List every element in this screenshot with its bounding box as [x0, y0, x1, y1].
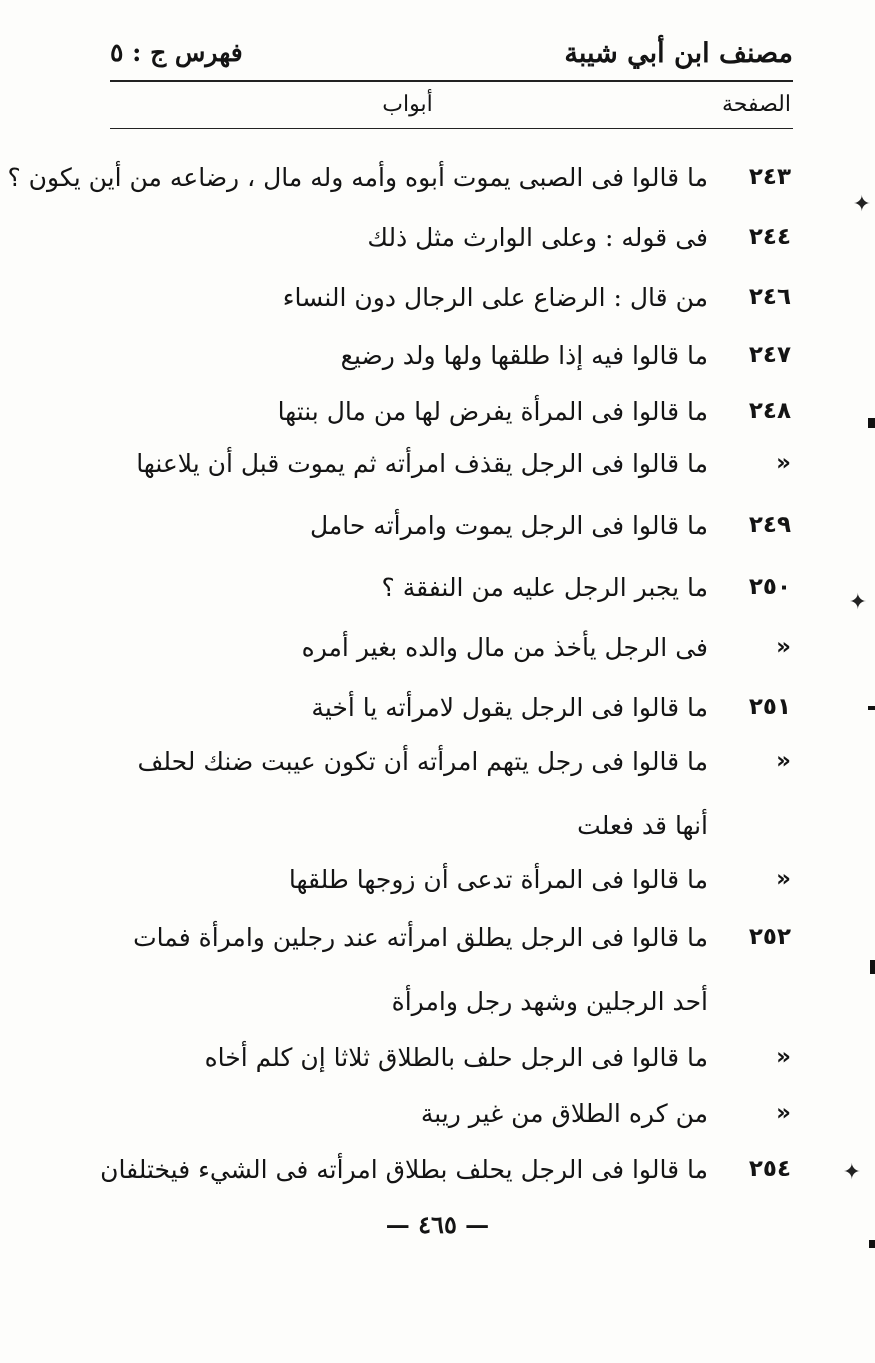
entry-page-number: ٢٤٨ [748, 398, 791, 424]
column-header-chapters: أبواب [382, 92, 433, 117]
entry-title: ما قالوا فى رجل يتهم امرأته أن تكون عيبت ضنك لحلف أنها قد فعلت [137, 747, 708, 840]
entry-page-number: ٢٤٩ [748, 512, 791, 538]
entry-title: من كره الطلاق من غير ريبة [420, 1099, 708, 1128]
margin-mark [870, 960, 875, 974]
entry-ditto-mark: « [776, 866, 791, 892]
entry-ditto-mark: « [776, 748, 791, 774]
entry-title: ما قالوا فيه إذا طلقها ولها ولد رضيع [340, 341, 708, 370]
entry-title: فى قوله : وعلى الوارث مثل ذلك [367, 223, 708, 252]
entry-page-number: ٢٥٠ [748, 574, 791, 600]
entry-title: ما قالوا فى الرجل يطلق امرأته عند رجلين وامرأة فمات أحد الرجلين وشهد رجل وامرأة [133, 923, 708, 1016]
entry-title: ما قالوا فى الرجل يقول لامرأته يا أخية [311, 693, 708, 722]
index-entry [110, 906, 793, 1036]
margin-mark [868, 418, 875, 428]
column-header-rule [110, 128, 793, 129]
crosshair-icon: ✦ [842, 1160, 861, 1185]
entry-ditto-mark: « [776, 1044, 791, 1070]
entry-ditto-mark: « [776, 634, 791, 660]
entry-page-number: ٢٤٣ [748, 164, 791, 190]
header-rule [110, 80, 793, 82]
index-entry [110, 730, 793, 860]
margin-mark [869, 1240, 875, 1248]
entry-page-number: ٢٤٧ [748, 342, 791, 368]
entry-page-number: ٢٤٤ [748, 224, 791, 250]
entry-title: فى الرجل يأخذ من مال والده بغير أمره [301, 633, 708, 662]
entry-title: ما قالوا فى الرجل يموت وامرأته حامل [309, 511, 708, 540]
entry-title: ما قالوا فى الرجل يحلف بطلاق امرأته فى الشيء فيختلفان [100, 1155, 708, 1184]
book-title: مصنف ابن أبي شيبة [564, 38, 793, 69]
entry-title: ما قالوا فى المرأة تدعى أن زوجها طلقها [288, 865, 708, 894]
entry-title: ما قالوا فى الصبى يموت أبوه وأمه وله مال ، رضاعه من أين يكون ؟ [7, 163, 708, 192]
crosshair-icon: ✦ [852, 192, 871, 217]
page-number-footer: — ٤٦٥ — [385, 1210, 490, 1239]
entry-ditto-mark: « [776, 450, 791, 476]
entry-ditto-mark: « [776, 1100, 791, 1126]
running-header [110, 36, 793, 80]
entry-title: ما يجبر الرجل عليه من النفقة ؟ [381, 573, 708, 602]
entry-page-number: ٢٥١ [748, 694, 791, 720]
entry-page-number: ٢٥٤ [748, 1156, 791, 1182]
entry-title: ما قالوا فى الرجل حلف بالطلاق ثلاثا إن كلم أخاه [204, 1043, 708, 1072]
margin-mark [868, 706, 875, 710]
entry-title: ما قالوا فى الرجل يقذف امرأته ثم يموت قبل أن يلاعنها [136, 449, 708, 478]
entry-page-number: ٢٥٢ [748, 924, 791, 950]
index-label: فهرس ج : ٥ [110, 38, 243, 67]
entry-title: من قال : الرضاع على الرجال دون النساء [282, 283, 708, 312]
crosshair-icon: ✦ [848, 590, 867, 615]
entry-title: ما قالوا فى المرأة يفرض لها من مال بنتها [277, 397, 708, 426]
entry-page-number: ٢٤٦ [748, 284, 791, 310]
column-header-page: الصفحة [721, 92, 791, 117]
